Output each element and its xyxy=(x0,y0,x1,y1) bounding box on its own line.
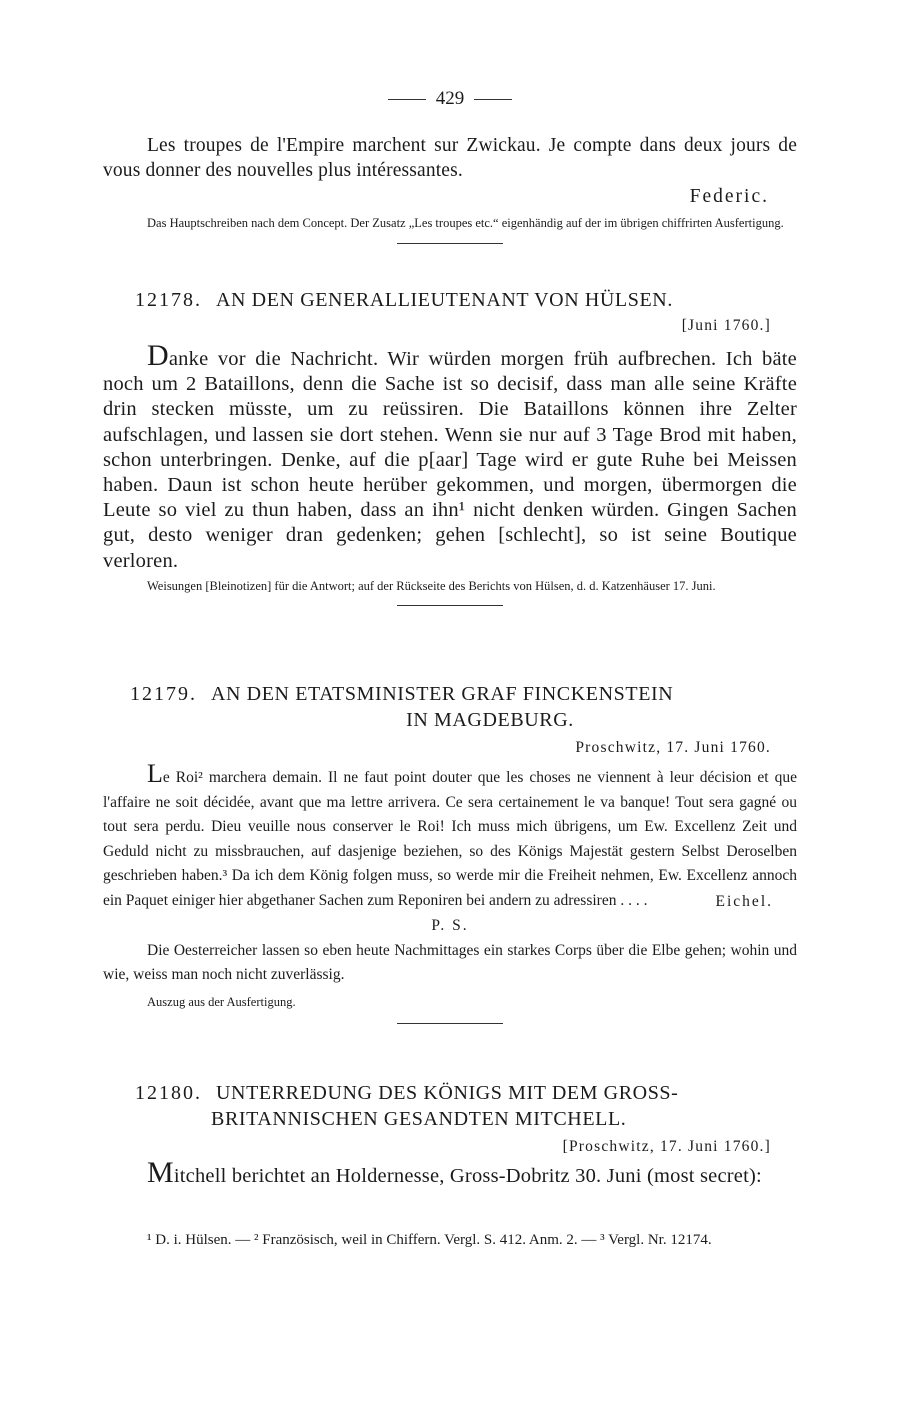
doc-title-line1: UNTERREDUNG DES KÖNIGS MIT DEM GROSS- xyxy=(216,1082,679,1104)
document-12179 xyxy=(103,681,797,1024)
doc-body: e Roi² marchera demain. Il ne faut point douter que les choses ne viennent à leur décision et que l'affaire ne soit décidée, avant que ma lettre arrivera. Ce sera certainement le va banque! Tout sera gagné ou tout sera perdu. Dieu veuille nous conserver le Roi! Ich muss mich übrigens, um Ew. Excellenz Zeit und Geduld nicht zu missbrauchen, auf dasjenige beziehen, so des Königs Majestät gestern Selbst Deroselben geschrieben haben.³ Da ich dem König folgen muss, so werde mir die Freiheit nehmen, Ew. Excellenz annoch ein Paquet einiger hier abgethaner Sachen zum Reponiren bei andern zu adressiren . . . . xyxy=(103,769,797,909)
doc-heading xyxy=(103,287,797,313)
doc-body: anke vor die Nachricht. Wir würden morgen früh aufbrechen. Ich bäte noch um 2 Bataillons, denn die Sache ist so decisif, dass man alle seine Kräfte drin stecken müsste, um zu reüssiren. Die Bataillons können ihre Zelter aufschlagen, und lassen sie dort stehen. Wenn sie nur auf 3 Tage Brod mit haben, schon unterbringen. Denke, auf die p[aar] Tage wird er gute Ruhe bei Meissen haben. Daun ist schon heute herüber gekommen, und morgen, übermorgen die Leute so viel zu thun haben, dass an ihn¹ nicht denken würden. Gingen Sachen gut, desto weniger dran gedenken; gehen [schlecht], so ist seine Boutique verloren. xyxy=(103,348,797,572)
doc-title-line1: AN DEN ETATSMINISTER GRAF FINCKENSTEIN xyxy=(211,683,674,705)
doc-number: 12178. xyxy=(135,289,202,311)
doc-title-line2: IN MAGDEBURG. xyxy=(406,709,574,731)
intro-section xyxy=(103,133,797,244)
drop-initial: L xyxy=(147,759,163,788)
intro-note: Das Hauptschreiben nach dem Concept. Der Zusatz „Les troupes etc.“ eigenhändig auf der im übrigen chiffrirten Ausfertigung. xyxy=(147,216,784,231)
drop-initial: M xyxy=(147,1156,174,1189)
doc-place-date: [Proschwitz, 17. Juni 1760.] xyxy=(562,1138,771,1155)
section-rule xyxy=(397,243,503,244)
document-12178 xyxy=(103,287,797,606)
footnote-text: ¹ D. i. Hülsen. — ² Französisch, weil in Chiffern. Vergl. S. 412. Anm. 2. — ³ Vergl. Nr. 12174. xyxy=(147,1232,712,1248)
page-number: 429 xyxy=(435,88,465,109)
doc-signature: Eichel. xyxy=(715,892,773,910)
doc-place-date: [Juni 1760.] xyxy=(681,317,771,334)
page-number-line xyxy=(103,88,797,110)
doc-note: Auszug aus der Ausfertigung. xyxy=(147,994,296,1009)
divider xyxy=(474,99,512,100)
doc-text xyxy=(103,341,797,574)
doc-number: 12180. xyxy=(135,1082,202,1104)
section-rule xyxy=(397,605,503,606)
doc-note: Weisungen [Bleinotizen] für die Antwort; auf der Rückseite des Berichts von Hülsen, d. d. Katzenhäuser 17. Juni. xyxy=(147,578,716,593)
doc-place-date: Proschwitz, 17. Juni 1760. xyxy=(575,739,771,756)
document-12180 xyxy=(103,1080,797,1189)
section-rule xyxy=(397,1023,503,1024)
intro-text: Les troupes de l'Empire marchent sur Zwickau. Je compte dans deux jours de vous donner des nouvelles plus intéressantes. xyxy=(103,135,797,182)
ps-label: P. S. xyxy=(431,917,469,935)
divider xyxy=(388,99,426,100)
footnotes xyxy=(103,1228,797,1252)
drop-initial: D xyxy=(147,339,169,372)
doc-title-line2: BRITANNISCHEN GESANDTEN MITCHELL. xyxy=(211,1108,627,1130)
doc-heading xyxy=(103,681,797,707)
doc-title: AN DEN GENERALLIEUTENANT VON HÜLSEN. xyxy=(216,289,673,311)
ps-text: Die Oesterreicher lassen so eben heute Nachmittages ein starkes Corps über die Elbe gehen; wohin und wie, weiss man noch nicht zuverlässig. xyxy=(103,941,797,984)
doc-number: 12179. xyxy=(130,683,197,705)
doc-body: itchell berichtet an Holdernesse, Gross-Dobritz 30. Juni (most secret): xyxy=(173,1165,762,1187)
doc-text xyxy=(103,1158,797,1189)
intro-signature: Federic. xyxy=(689,185,769,207)
doc-heading xyxy=(103,1080,797,1106)
